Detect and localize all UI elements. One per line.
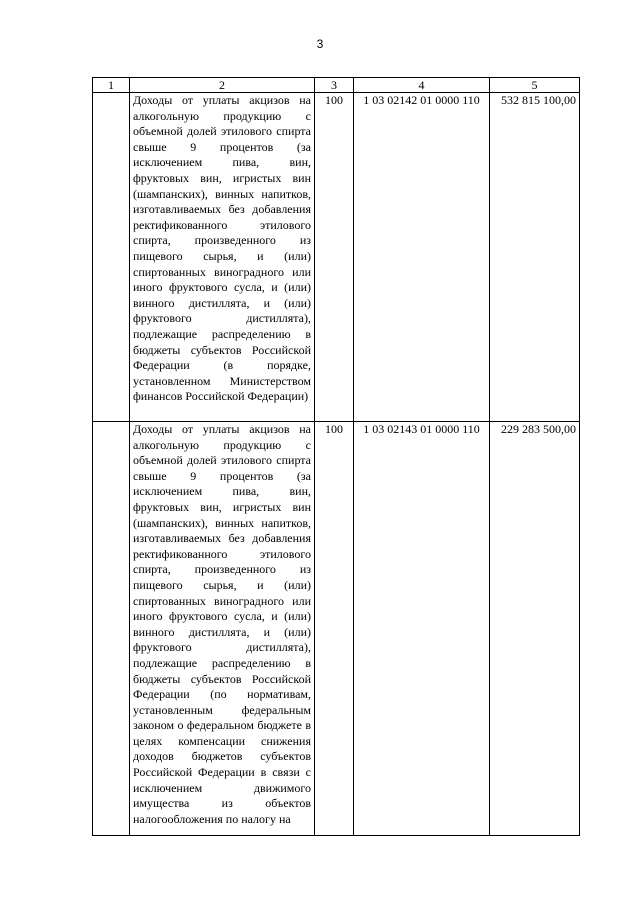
revenue-description-cell: Доходы от уплаты акцизов на алкогольную продукцию с объемной долей этилового спирта свыше 9 процентов (за исключением пива, вин, фруктовых вин, игристых вин (шампанских), винных напитков, изготавливаемых без добавления ректификованного этилового спирта, произведенного из пищевого сырья, и (или) спиртованных виноградного или иного фруктового сусла, и (или) винного дистиллята, и (или) фруктового дистиллята), подлежащие распределению в бюджеты субъектов Российской Федерации (в порядке, установленном Министерством финансов Российской Федерации)	[130, 93, 315, 422]
table-row	[93, 422, 580, 836]
table-row	[93, 93, 580, 422]
header-cell-col-3: 3	[315, 78, 354, 93]
administrator-code-cell: 100	[315, 422, 354, 836]
row-number-cell	[93, 93, 130, 422]
budget-classification-code-cell: 1 03 02143 01 0000 110	[354, 422, 490, 836]
revenue-description-cell: Доходы от уплаты акцизов на алкогольную продукцию с объемной долей этилового спирта свыше 9 процентов (за исключением пива, вин, фруктовых вин, игристых вин (шампанских), винных напитков, изготавливаемых без добавления ректификованного этилового спирта, произведенного из пищевого сырья, и (или) спиртованных виноградного или иного фруктового сусла, и (или) винного дистиллята, и (или) фруктового дистиллята), подлежащие распределению в бюджеты субъектов Российской Федерации (по нормативам, установленным федеральным законом о федеральном бюджете в целях компенсации снижения доходов бюджетов субъектов Российской Федерации в связи с исключением движимого имущества из объектов налогообложения по налогу на	[130, 422, 315, 836]
page-number: 3	[316, 37, 324, 51]
row-number-cell	[93, 422, 130, 836]
header-cell-col-1: 1	[93, 78, 130, 93]
budget-classification-code-cell: 1 03 02142 01 0000 110	[354, 93, 490, 422]
administrator-code-cell: 100	[315, 93, 354, 422]
amount-cell: 532 815 100,00	[490, 93, 580, 422]
table-header-row	[93, 78, 580, 93]
revenue-table	[92, 77, 580, 836]
amount-cell: 229 283 500,00	[490, 422, 580, 836]
header-cell-col-2: 2	[130, 78, 315, 93]
header-cell-col-4: 4	[354, 78, 490, 93]
header-cell-col-5: 5	[490, 78, 580, 93]
